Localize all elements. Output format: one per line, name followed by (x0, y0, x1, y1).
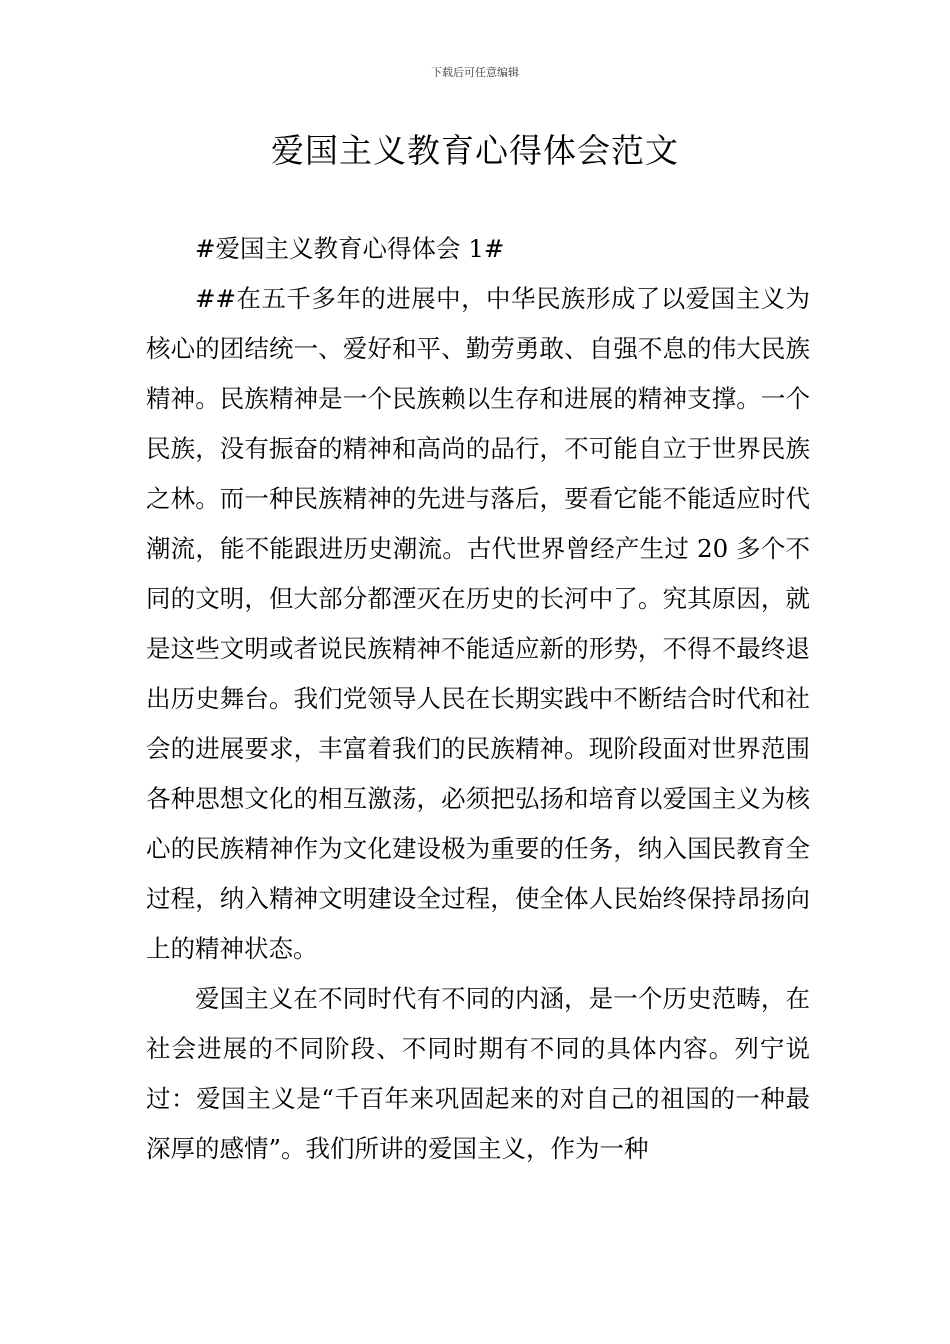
section-heading: #爱国主义教育心得体会 1# (195, 234, 505, 263)
document-body (146, 224, 810, 1174)
header-note: 下载后可任意编辑 (431, 66, 519, 79)
paragraph-1: ##在五千多年的进展中，中华民族形成了以爱国主义为核心的团结统一、爱好和平、勤劳勇敢、自强不息的伟大民族精神。民族精神是一个民族赖以生存和进展的精神支撑。一个民族，没有振奋的精神和高尚的品行，不可能自立于世界民族之林。而一种民族精神的先进与落后，要看它能不能适应时代潮流，能不能跟进历史潮流。古代世界曾经产生过 20 多个不同的文明，但大部分都湮灭在历史的长河中了。究其原因，就是这些文明或者说民族精神不能适应新的形势，不得不最终退出历史舞台。我们党领导人民在长期实践中不断结合时代和社会的进展要求，丰富着我们的民族精神。现阶段面对世界范围各种思想文化的相互激荡，必须把弘扬和培育以爱国主义为核心的民族精神作为文化建设极为重要的任务，纳入国民教育全过程，纳入精神文明建设全过程，使全体人民始终保持昂扬向上的精神状态。 (146, 284, 810, 963)
paragraph-2: 爱国主义在不同时代有不同的内涵，是一个历史范畴，在社会进展的不同阶段、不同时期有不同的具体内容。列宁说过：爱国主义是“千百年来巩固起来的对自己的祖国的一种最深厚的感情”。我们所讲的爱国主义，作为一种 (146, 984, 810, 1163)
document-title: 爱国主义教育心得体会范文 (271, 131, 679, 170)
